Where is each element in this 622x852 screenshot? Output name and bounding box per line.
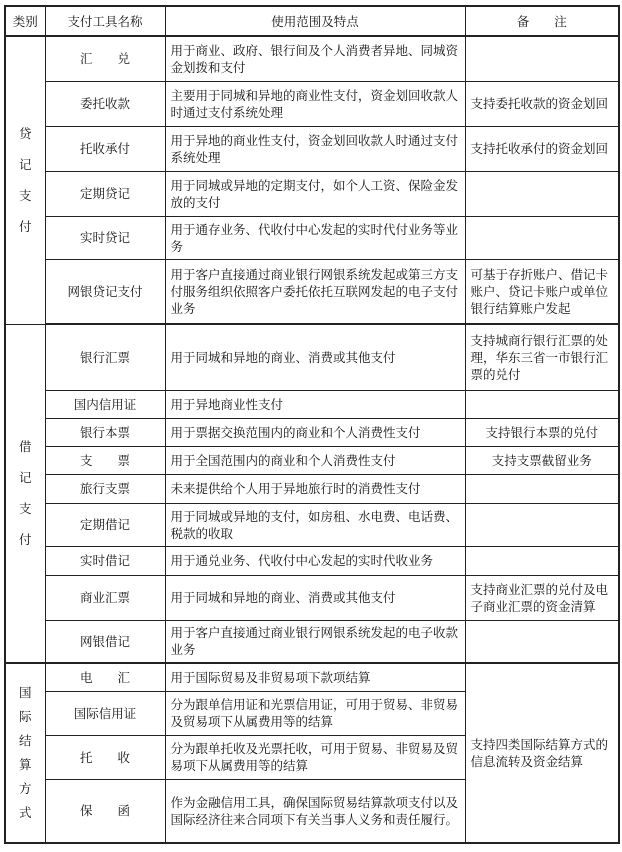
category-debit: 借 记 支 付 [5, 324, 45, 663]
category-credit: 贷 记 支 付 [5, 36, 45, 324]
category-international: 国 际 结 算 方 式 [5, 663, 45, 843]
tool-name: 国际信用证 [45, 691, 165, 735]
tool-name: 支 票 [45, 446, 165, 474]
tool-use: 作为金融信用工具，确保国际贸易结算款项支付以及国际经济往来合同项下有关当事人义务和责任履行。 [165, 779, 465, 843]
tool-use: 用于异地的商业性支付，资金划回收款人时通过支付系统处理 [165, 126, 465, 171]
table-row [5, 81, 619, 126]
tool-name: 实时贷记 [45, 216, 165, 259]
table-row [5, 474, 619, 503]
tool-name: 汇 兑 [45, 36, 165, 81]
tool-note [465, 474, 619, 503]
tool-use: 用于同城和异地的商业、消费或其他支付 [165, 324, 465, 390]
tool-use: 用于异地商业性支付 [165, 390, 465, 418]
tool-name: 保 函 [45, 779, 165, 843]
tool-name: 定期借记 [45, 503, 165, 546]
tool-use: 用于同城或异地的定期支付，如个人工资、保险金发放的支付 [165, 171, 465, 216]
tool-note [465, 171, 619, 216]
tool-use: 用于全国范围内的商业和个人消费性支付 [165, 446, 465, 474]
table-row [5, 620, 619, 663]
tool-note [465, 546, 619, 575]
tool-use: 主要用于同城和异地的商业性支付，资金划回收款人时通过支付系统处理 [165, 81, 465, 126]
tool-use: 分为跟单信用证和光票信用证，可用于贸易、非贸易及贸易项下从属费用等的结算 [165, 691, 465, 735]
tool-use: 用于客户直接通过商业银行网银系统发起的电子收款业务 [165, 620, 465, 663]
tool-name: 托收承付 [45, 126, 165, 171]
tool-note: 支持委托收款的资金划回 [465, 81, 619, 126]
header-note: 备 注 [465, 6, 619, 36]
tool-note [465, 503, 619, 546]
international-note: 支持四类国际结算方式的信息流转及资金结算 [465, 663, 619, 843]
payment-tools-table [4, 5, 620, 844]
table-row [5, 446, 619, 474]
header-row [5, 6, 619, 36]
tool-use: 用于通兑业务、代收付中心发起的实时代收业务 [165, 546, 465, 575]
tool-note: 支持托收承付的资金划回 [465, 126, 619, 171]
tool-note [465, 390, 619, 418]
table-row [5, 390, 619, 418]
tool-name: 实时借记 [45, 546, 165, 575]
tool-use: 用于国际贸易及非贸易项下款项结算 [165, 663, 465, 691]
table-row [5, 216, 619, 259]
tool-note: 支持城商行银行汇票的处理，华东三省一市银行汇票的兑付 [465, 324, 619, 390]
tool-name: 银行本票 [45, 418, 165, 446]
tool-note [465, 620, 619, 663]
tool-name: 网银贷记支付 [45, 259, 165, 324]
tool-note: 支持支票截留业务 [465, 446, 619, 474]
tool-use: 用于票据交换范围内的商业和个人消费性支付 [165, 418, 465, 446]
tool-name: 网银借记 [45, 620, 165, 663]
tool-use: 用于商业、政府、银行间及个人消费者异地、同城资金划拨和支付 [165, 36, 465, 81]
table-row [5, 171, 619, 216]
tool-name: 委托收款 [45, 81, 165, 126]
table-row [5, 324, 619, 390]
table-row [5, 546, 619, 575]
tool-note [465, 216, 619, 259]
tool-name: 托 收 [45, 735, 165, 779]
table-row [5, 418, 619, 446]
tool-name: 电 汇 [45, 663, 165, 691]
tool-note: 可基于存折账户、借记卡账户、贷记卡账户或单位银行结算账户发起 [465, 259, 619, 324]
tool-name: 旅行支票 [45, 474, 165, 503]
tool-use: 分为跟单托收及光票托收，可用于贸易、非贸易及贸易项下从属费用等的结算 [165, 735, 465, 779]
table-row [5, 126, 619, 171]
table-row [5, 259, 619, 324]
tool-use: 用于客户直接通过商业银行网银系统发起或第三方支付服务组织依照客户委托依托互联网发起的电子支付业务 [165, 259, 465, 324]
tool-use: 用于通存业务、代收付中心发起的实时代付业务等业务 [165, 216, 465, 259]
table-row [5, 575, 619, 620]
tool-note [465, 36, 619, 81]
tool-use: 用于同城或异地的支付，如房租、水电费、电话费、税款的收取 [165, 503, 465, 546]
tool-name: 商业汇票 [45, 575, 165, 620]
table-row [5, 503, 619, 546]
tool-note: 支持商业汇票的兑付及电子商业汇票的资金清算 [465, 575, 619, 620]
tool-use: 未来提供给个人用于异地旅行时的消费性支付 [165, 474, 465, 503]
header-use: 使用范围及特点 [165, 6, 465, 36]
tool-name: 国内信用证 [45, 390, 165, 418]
tool-name: 定期贷记 [45, 171, 165, 216]
table-row [5, 36, 619, 81]
header-category: 类别 [5, 6, 45, 36]
tool-note: 支持银行本票的兑付 [465, 418, 619, 446]
header-tool: 支付工具名称 [45, 6, 165, 36]
tool-name: 银行汇票 [45, 324, 165, 390]
table-row [5, 663, 619, 691]
tool-use: 用于同城和异地的商业、消费或其他支付 [165, 575, 465, 620]
